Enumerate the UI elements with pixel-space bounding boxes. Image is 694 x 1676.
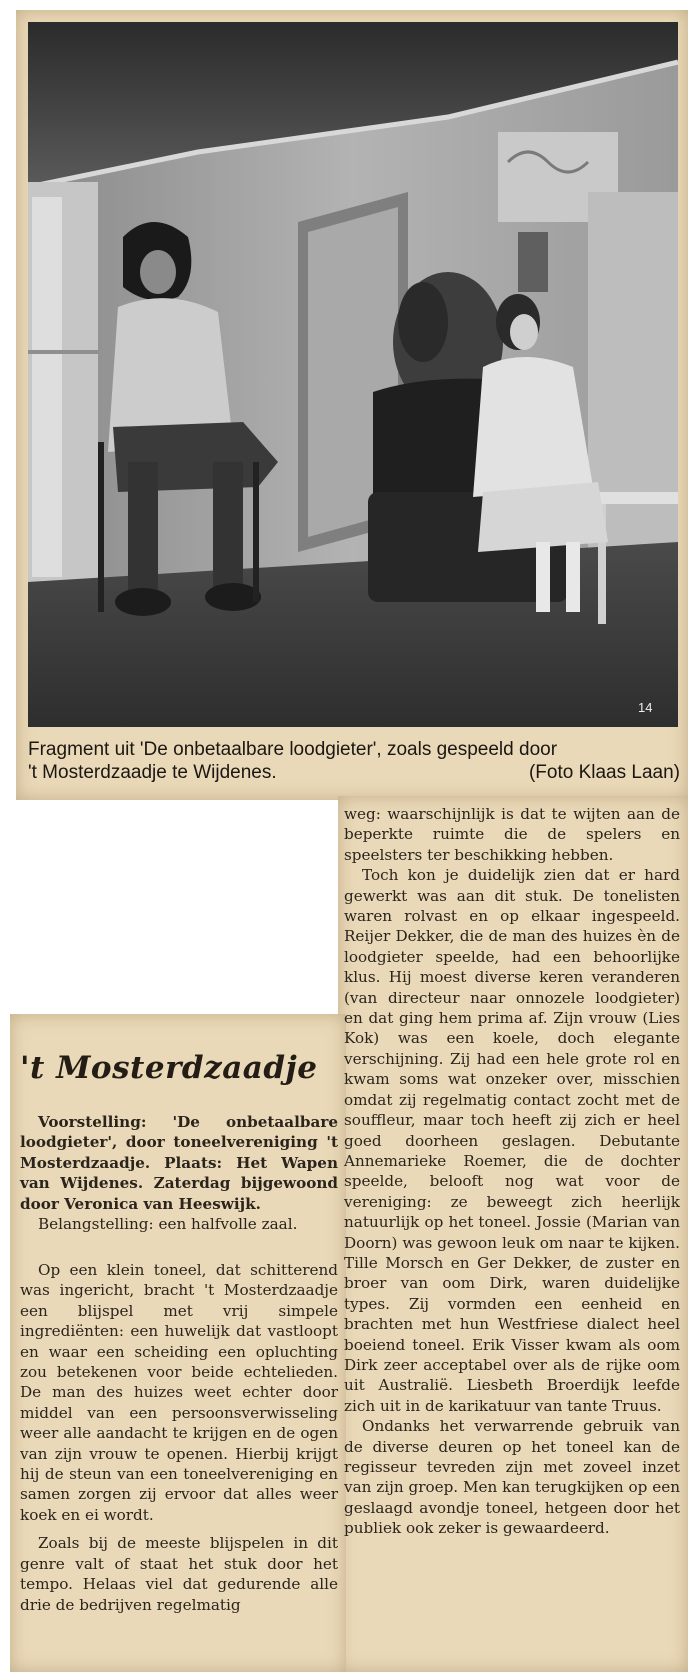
- caption-line-2: [28, 761, 680, 784]
- stage-photo: [28, 22, 678, 727]
- article-intro: Voorstelling: 'De onbetaalbare loodgieter', door toneelvereniging 't Mosterdzaadje. Plaats: Het Wapen van Wijdenes. Zaterdag bijgewoond door Veronica van Heeswijk.: [20, 1113, 338, 1213]
- article-paragraph: Zoals bij de meeste blijspelen in dit genre valt of staat het stuk door het tempo. Helaas viel dat gedurende alle drie de bedrijven regelmatig: [20, 1534, 338, 1614]
- photo-caption: [28, 738, 680, 784]
- article-paragraph: Ondanks het verwarrende gebruik van de diverse deuren op het toneel kan de regisseur tevreden zijn met zoveel inzet van zijn groep. Men kan terugkijken op een geslaagd avondje toneel, hetgeen door het publiek ook zeker is gewaardeerd.: [344, 1417, 680, 1538]
- article-attendance: Belangstelling: een halfvolle zaal.: [38, 1215, 298, 1233]
- article-paragraph: Toch kon je duidelijk zien dat er hard gewerkt was aan dit stuk. De tonelisten waren rolvast en op elkaar ingespeeld. Reijer Dekker, die de man des huizes èn de loodgieter speelde, had een behoorlijke klus. Hij moest diverse keren veranderen (van directeur naar onnozele loodgieter) en dat ging hem prima af. Zijn vrouw (Lies Kok) was een koele, doch elegante verschijning. Zij had een hele grote rol en kwam soms wat onzeker over, misschien omdat zij regelmatig contact zocht met de souffleur, maar toch heeft zij zich er heel goed doorheen geslagen. Debutante Annemarieke Roemer, die de dochter speelde, belooft nog wat voor de vereniging: ze beweegt zich heerlijk natuurlijk op het toneel. Jossie (Marian van Doorn) was gewoon leuk om naar te kijken. Tille Morsch en Ger Dekker, de zuster en broer van oom Dirk, waren duidelijke types. Zij vormden een eenheid en brachten met hun Westfriese dialect heel boeiend toneel. Erik Visser kwam als oom Dirk zeer acceptabel over als de rijke oom uit Australië. Liesbeth Broerdijk leefde zich uit in de karikatuur van tante Truus.: [344, 866, 680, 1415]
- article-right-column: [344, 804, 680, 1539]
- caption-line-1: Fragment uit 'De onbetaalbare loodgieter', zoals gespeeld door: [28, 739, 558, 760]
- article-headline: 't Mosterdzaadje: [20, 1050, 318, 1086]
- photo-credit: (Foto Klaas Laan): [528, 762, 680, 783]
- article-paragraph: weg: waarschijnlijk is dat te wijten aan de beperkte ruimte die de spelers en speelsters ter beschikking hebben.: [344, 805, 680, 864]
- article-paragraph: Op een klein toneel, dat schitterend was ingericht, bracht 't Mosterdzaadje een blijspel met vrij simpele ingrediënten: een huwelijk dat vastloopt en waar een scheiding een opluchting zou betekenen voor beide echtelieden. De man des huizes weet echter door middel van een persoonsverwisseling weer alle aandacht te krijgen en de ogen van zijn vrouw te openen. Hierbij krijgt hij de steun van een toneelvereniging en samen zorgen zij ervoor dat alles weer koek en ei wordt.: [20, 1261, 338, 1524]
- photo-marker: 14: [638, 700, 653, 715]
- article-left-column: [20, 1260, 338, 1615]
- caption-location: 't Mosterdzaadje te Wijdenes.: [28, 762, 277, 783]
